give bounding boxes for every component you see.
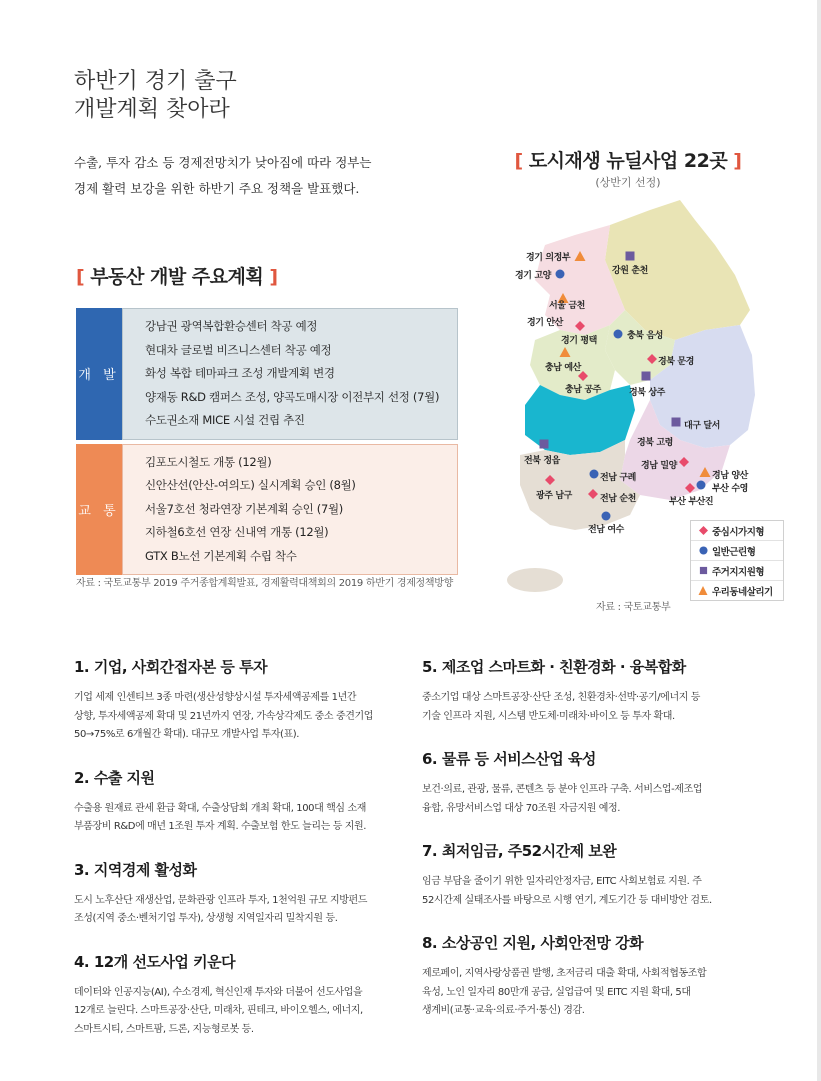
marker-daegu-dalseo xyxy=(672,418,681,427)
bracket-open: [ xyxy=(514,150,523,172)
label-gyeonggi-uijeongbu: 경기 의정부 xyxy=(526,253,571,263)
sections-right xyxy=(422,656,762,1021)
triangle-icon xyxy=(698,586,708,596)
label-gyeongbuk-mungyeong: 경북 문경 xyxy=(658,357,694,367)
section-heading: 2. 수출 지원 xyxy=(74,768,155,787)
label-gyeongnam-miryang: 경남 밀양 xyxy=(641,461,677,471)
page-edge xyxy=(817,0,821,1081)
marker-jeonnam-yeosu xyxy=(602,512,611,521)
label-jeonbuk-jeongeup: 전북 정읍 xyxy=(524,456,560,466)
label-chungnam-gongju: 충남 공주 xyxy=(565,385,601,395)
plan-table xyxy=(76,308,458,579)
section-body: 기업 세제 인센티브 3종 마련(생산성향상시설 투자세액공제를 1년간 상향, 투자세액공제 확대 및 21년까지 연장, 가속상각제도 중소 중견기업 50→75%로 6개월간 확대). 대규모 개발사업 투자(표). xyxy=(74,692,373,740)
legend-label: 주거지지원형 xyxy=(712,566,765,578)
section-item xyxy=(422,932,762,1021)
section-body: 보건·의료, 관광, 물류, 콘텐츠 등 분야 인프라 구축. 서비스업-제조업 융합, 유망서비스업 대상 70조원 자금지원 예정. xyxy=(422,784,703,814)
section-item xyxy=(74,859,414,929)
development-row xyxy=(76,308,458,440)
legend-label: 중심시가지형 xyxy=(712,526,765,538)
label-gyeongnam-yangsan: 경남 양산 xyxy=(712,471,748,481)
map-title-text: 도시재생 뉴딜사업 22곳 xyxy=(522,150,734,172)
label-jeonnam-gurye: 전남 구례 xyxy=(600,473,636,483)
plan-item: 서울7호선 청라연장 기본계획 승인 (7월) xyxy=(145,501,343,516)
marker-gyeonggi-goyang xyxy=(556,270,565,279)
square-icon xyxy=(698,566,708,576)
page-title xyxy=(74,68,237,124)
section-item xyxy=(422,656,762,726)
section-item xyxy=(74,656,414,745)
map-source: 자료 : 국토교통부 xyxy=(596,602,671,613)
sections-left xyxy=(74,656,414,1039)
label-gyeonggi-pyeongtaek: 경기 평택 xyxy=(561,336,597,346)
region-jeju xyxy=(507,568,563,592)
transport-label: 교 통 xyxy=(76,444,122,576)
section-item xyxy=(422,840,762,910)
development-label: 개 발 xyxy=(76,308,122,440)
section-body: 제로페이, 지역사랑상품권 발행, 초저금리 대출 확대, 사회적협동조합 육성, 노인 일자리 80만개 공급, 실업급여 및 EITC 지원 확대, 5대 생계비(교통·교육·의료·주거·통신) 경감. xyxy=(422,968,707,1016)
label-gyeonggi-ansan: 경기 안산 xyxy=(527,318,563,328)
legend-label: 우리동네살리기 xyxy=(712,586,773,598)
label-jeonnam-yeosu: 전남 여수 xyxy=(588,525,624,535)
plan-item: 신안산선(안산-여의도) 실시계획 승인 (8월) xyxy=(145,478,356,492)
section-heading: 3. 지역경제 활성화 xyxy=(74,860,197,879)
plan-title-text: 부동산 개발 주요계획 xyxy=(84,266,270,288)
plan-item: 김포도시철도 개통 (12월) xyxy=(145,454,272,469)
section-heading: 1. 기업, 사회간접자본 등 투자 xyxy=(74,658,268,676)
legend-item xyxy=(691,521,783,541)
section-body: 도시 노후산단 재생산업, 문화관광 인프라 투자, 1천억원 규모 지방펀드 조성(지역 중소·벤처기업 투자), 상생형 지역일자리 밀착지원 등. xyxy=(74,894,368,924)
plan-source: 자료 : 국토교통부 2019 주거종합계획발표, 경제활력대책회의 2019 하반기 경제정책방향 xyxy=(76,578,453,589)
section-heading: 5. 제조업 스마트화 · 친환경화 · 융복합화 xyxy=(422,658,686,676)
marker-gyeongbuk-sangju xyxy=(642,372,651,381)
bracket-close: ] xyxy=(269,266,278,288)
plan-section-title xyxy=(76,262,278,289)
label-gwangju-namgu: 광주 남구 xyxy=(536,491,572,501)
label-gangwon-chuncheon: 강원 춘천 xyxy=(612,266,648,276)
label-busan-suyeong: 부산 수영 xyxy=(712,484,748,494)
intro-line: 수출, 투자 감소 등 경제전망치가 낮아짐에 따라 정부는 xyxy=(74,155,372,170)
marker-gangwon-chuncheon xyxy=(626,252,635,261)
circle-icon xyxy=(698,546,708,556)
marker-jeonnam-gurye xyxy=(590,470,599,479)
section-body: 임금 부담을 줄이기 위한 일자리안정자금, EITC 사회보험료 지원. 주 52시간제 실태조사를 바탕으로 시행 연기, 계도기간 등 대비방안 검토. xyxy=(422,876,712,906)
title-line: 개발계획 찾아라 xyxy=(74,97,230,122)
transport-row xyxy=(76,444,458,576)
map-title xyxy=(498,146,758,173)
plan-item: 지하철6호선 연장 신내역 개통 (12월) xyxy=(145,525,329,539)
title-line: 하반기 경기 출구 xyxy=(74,69,237,94)
transport-items xyxy=(122,444,458,576)
label-daegu-dalseo: 대구 달서 xyxy=(684,421,720,431)
section-heading: 4. 12개 선도사업 키운다 xyxy=(74,952,236,971)
label-chungbuk-eumseong: 충북 음성 xyxy=(627,331,663,341)
plan-item: GTX B노선 기본계획 수립 착수 xyxy=(145,548,297,563)
section-item xyxy=(74,767,414,837)
label-gyeonggi-goyang: 경기 고양 xyxy=(515,271,551,281)
bracket-close: ] xyxy=(733,150,742,172)
label-chungnam-yesan: 충남 예산 xyxy=(545,363,581,373)
development-items xyxy=(122,308,458,440)
section-item xyxy=(74,951,414,1040)
map-subtitle: (상반기 선정) xyxy=(595,176,661,189)
intro-line: 경제 활력 보강을 위한 하반기 주요 정책을 발표했다. xyxy=(74,181,360,196)
legend-label: 일반근린형 xyxy=(712,546,756,558)
map-legend xyxy=(690,520,784,601)
diamond-icon xyxy=(698,526,708,536)
marker-jeonbuk-jeongeup xyxy=(540,440,549,449)
section-heading: 7. 최저임금, 주52시간제 보완 xyxy=(422,842,617,860)
label-seoul-geumcheon: 서울 금천 xyxy=(549,301,585,311)
plan-item: 양재동 R&D 캠퍼스 조성, 양곡도매시장 이전부지 선정 (7월) xyxy=(145,389,440,404)
section-body: 수출용 원재료 관세 환급 확대, 수출상담회 개최 확대, 100대 핵심 소재 부품장비 R&D에 매년 1조원 투자 계획. 수출보험 한도 늘리는 등 지원. xyxy=(74,802,367,832)
bracket-open: [ xyxy=(76,266,85,288)
label-busan-busanjin: 부산 부산진 xyxy=(669,497,714,507)
label-gyeongbuk-sangju: 경북 상주 xyxy=(629,388,665,398)
label-jeonnam-suncheon: 전남 순천 xyxy=(600,494,636,504)
plan-item: 현대차 글로벌 비즈니스센터 착공 예정 xyxy=(145,342,332,357)
marker-chungbuk-eumseong xyxy=(614,330,623,339)
intro-paragraph xyxy=(74,150,454,202)
legend-item xyxy=(691,541,783,561)
section-item xyxy=(422,748,762,818)
plan-item: 수도권소재 MICE 시설 건립 추진 xyxy=(145,413,305,427)
section-heading: 6. 물류 등 서비스산업 육성 xyxy=(422,750,596,768)
plan-item: 강남권 광역복합환승센터 착공 예정 xyxy=(145,319,318,333)
plan-item: 화성 복합 테마파크 조성 개발계획 변경 xyxy=(145,366,335,380)
section-body: 데이터와 인공지능(AI), 수소경제, 혁신인재 투자와 더불어 선도사업을 12개로 늘린다. 스마트공장·산단, 미래차, 핀테크, 바이오헬스, 에너지, 스마트시티, 스마트팜, 드론, 지능형로봇 등. xyxy=(74,986,363,1035)
label-gyeongbuk-goryeong: 경북 고령 xyxy=(637,438,673,448)
legend-item xyxy=(691,581,783,600)
section-heading: 8. 소상공인 지원, 사회안전망 강화 xyxy=(422,934,644,952)
legend-item xyxy=(691,561,783,581)
section-body: 중소기업 대상 스마트공장·산단 조성, 친환경차·선박·공기/에너지 등 기술 인프라 지원, 시스템 반도체·미래차·바이오 등 투자 확대. xyxy=(422,692,700,722)
marker-busan-suyeong xyxy=(697,481,706,490)
